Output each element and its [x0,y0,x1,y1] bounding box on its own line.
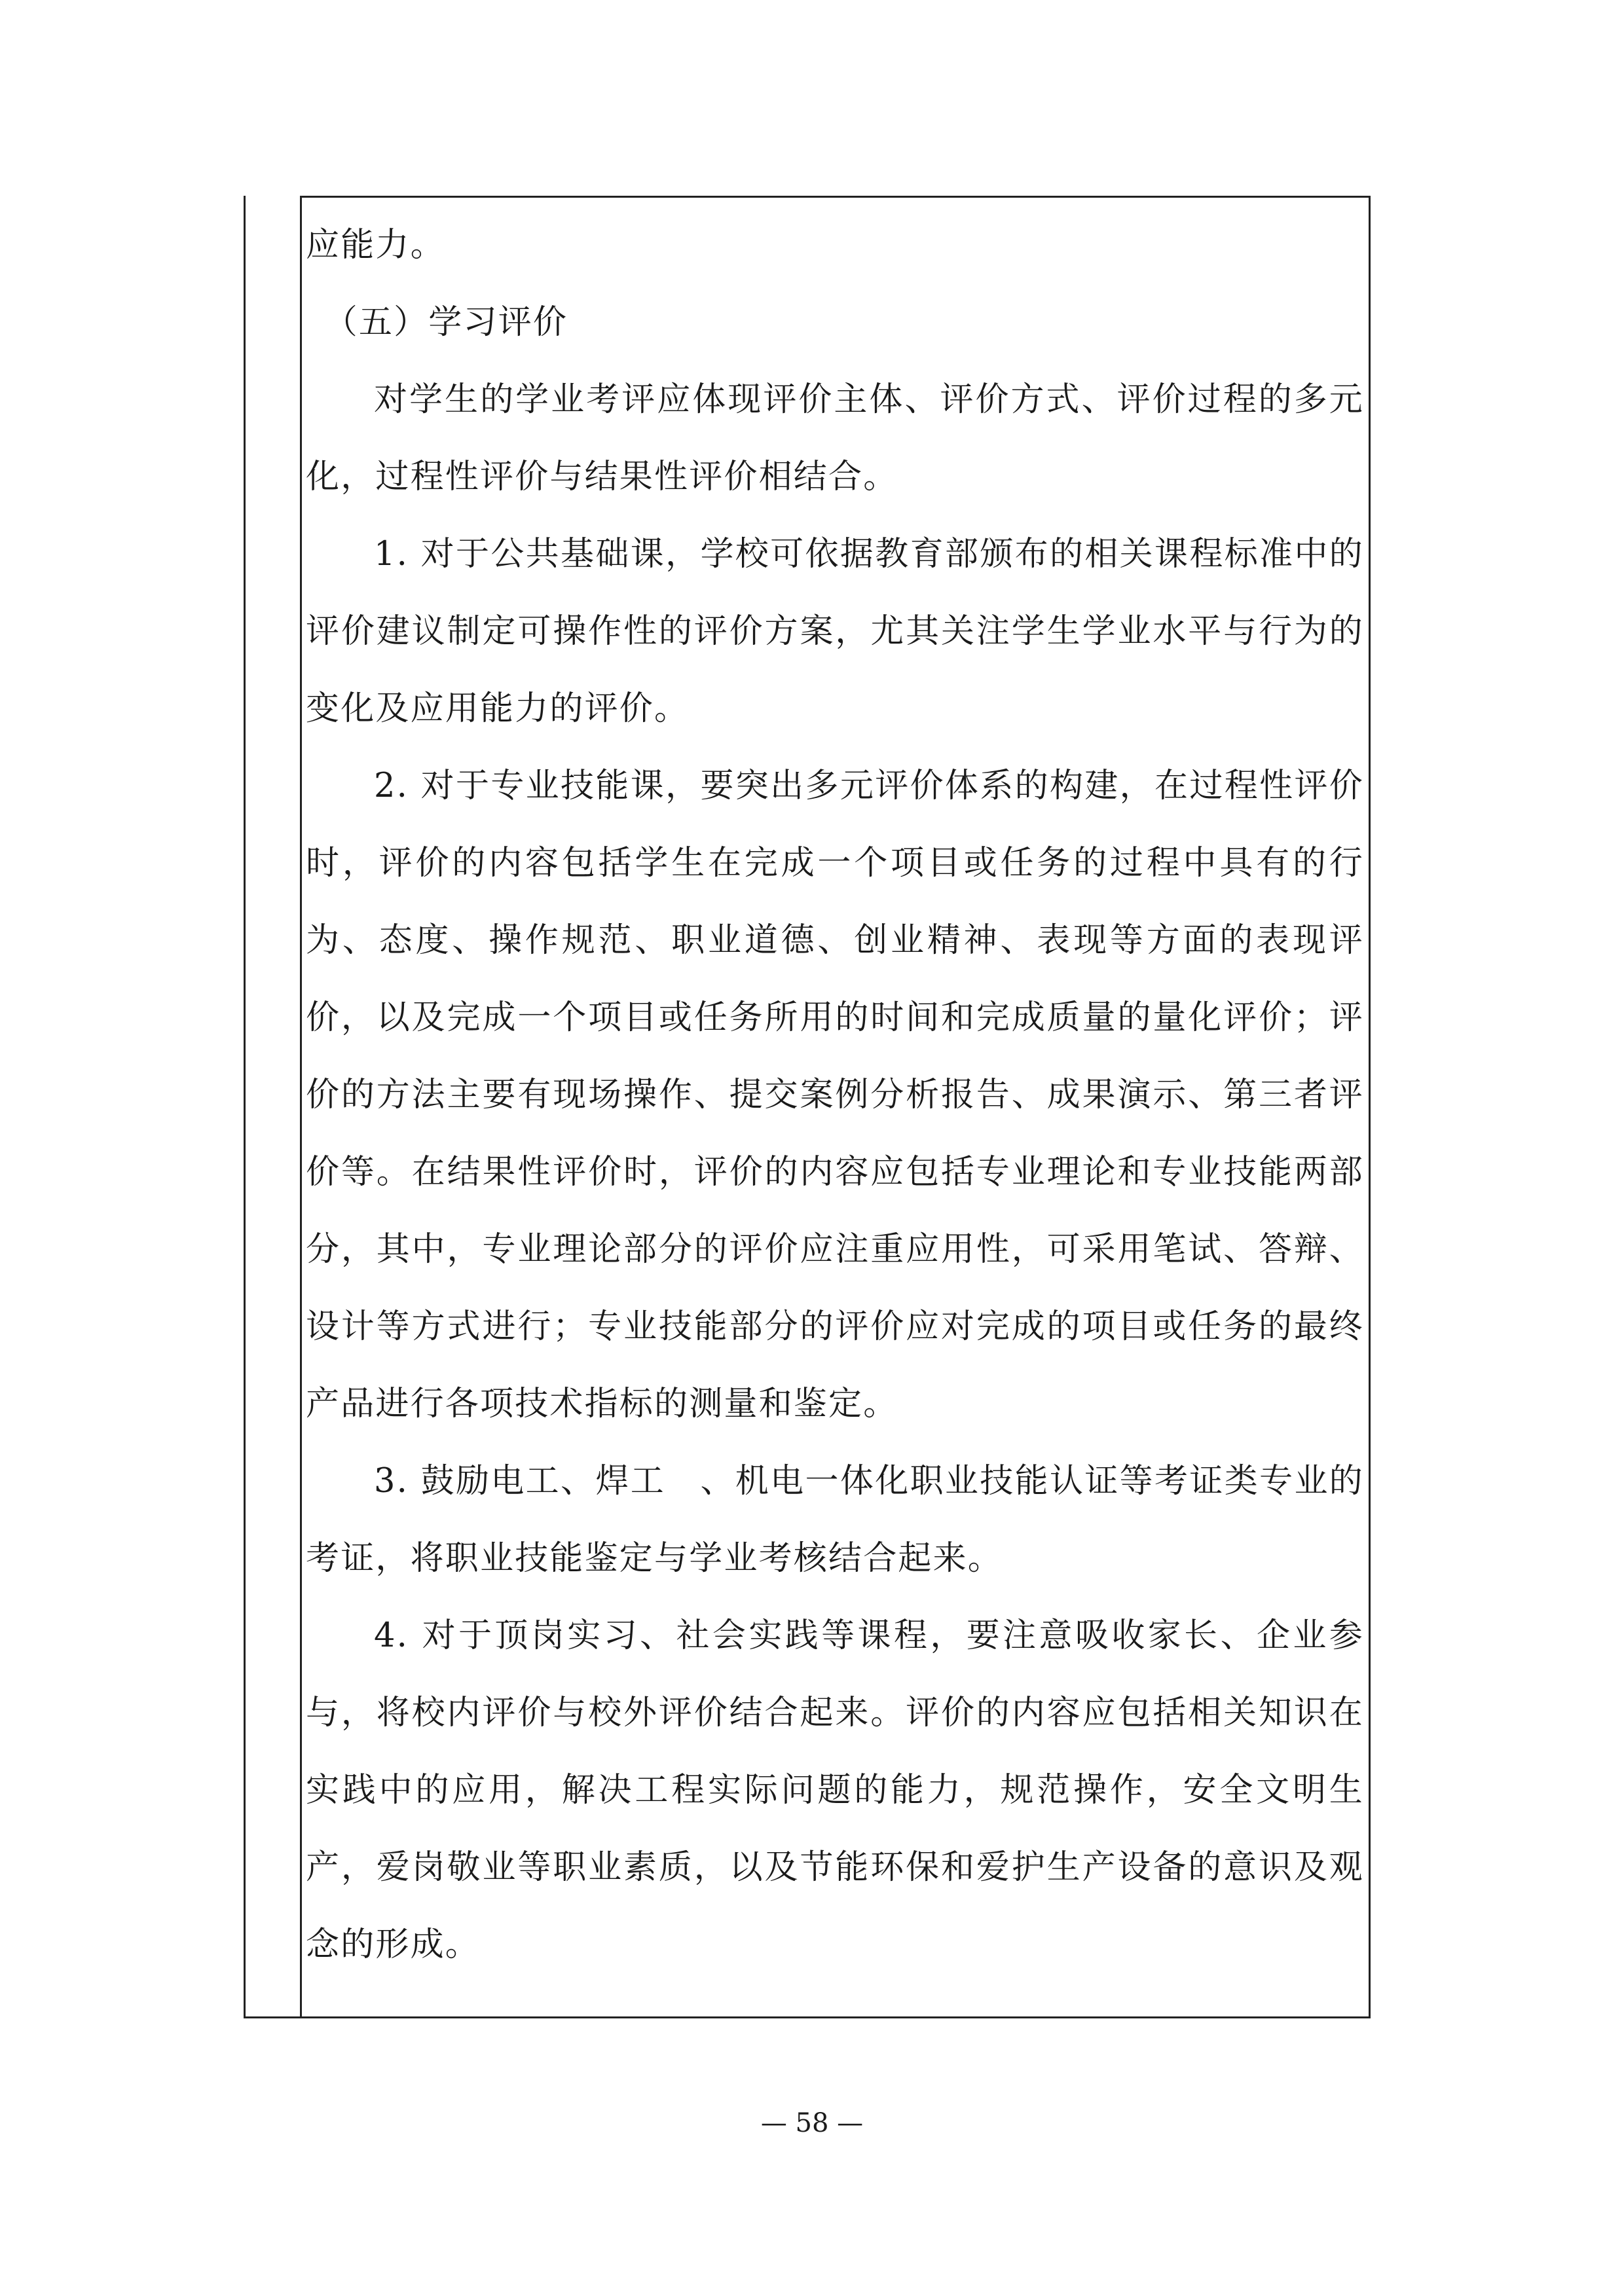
paragraph-item-3: 3. 鼓励电工、焊工 、机电一体化职业技能认证等考证类专业的考证，将职业技能鉴定与学业考核结合起来。 [306,1462,1364,1578]
table-content-cell [302,196,1369,2016]
table-frame [244,196,1371,2018]
paragraph-item-4: 4. 对于顶岗实习、社会实践等课程，要注意吸收家长、企业参与，将校内评价与校外评价结合起来。评价的内容应包括相关知识在实践中的应用，解决工程实际问题的能力，规范操作，安全文明生产，爱岗敬业等职业素质，以及节能环保和爱护生产设备的意识及观念的形成。 [306,1616,1364,1964]
section-heading [306,284,1364,361]
heading-lead-space [306,303,341,342]
page-number: — 58 — [760,2108,864,2138]
body-text [306,207,1364,1984]
paragraph-continuation: 应能力。 [306,226,445,264]
paragraph-item-2: 2. 对于专业技能课，要突出多元评价体系的构建，在过程性评价时，评价的内容包括学生在完成一个项目或任务的过程中具有的行为、态度、操作规范、职业道德、创业精神、表现等方面的表现评价，以及完成一个项目或任务所用的时间和完成质量的量化评价；评价的方法主要有现场操作、提交案例分析报告、成果演示、第三者评价等。在结果性评价时，评价的内容应包括专业理论和专业技能两部分，其中，专业理论部分的评价应注重应用性，可采用笔试、答辩、设计等方式进行；专业技能部分的评价应对完成的项目或任务的最终产品进行各项技术指标的测量和鉴定。 [306,767,1364,1423]
section-heading-text: （五）学习评价 [341,303,568,342]
paragraph-intro: 对学生的学业考评应体现评价主体、评价方式、评价过程的多元化，过程性评价与结果性评价相结合。 [306,380,1364,496]
paragraph-item-1: 1. 对于公共基础课，学校可依据教育部颁布的相关课程标准中的评价建议制定可操作性的评价方案，尤其关注学生学业水平与行为的变化及应用能力的评价。 [306,535,1364,728]
table-left-column [244,196,302,2016]
